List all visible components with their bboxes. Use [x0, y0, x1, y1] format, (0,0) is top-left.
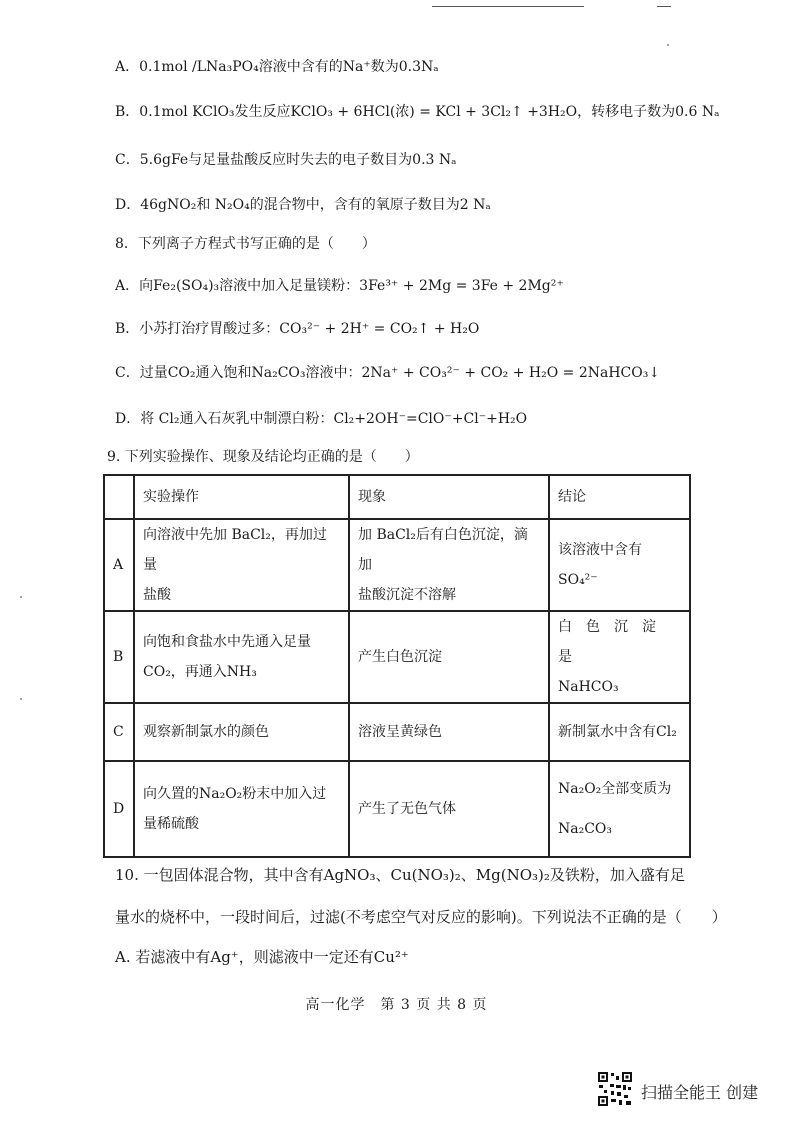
cell-text: 向溶液中先加 BaCl₂，再加过量	[143, 527, 327, 573]
cell-text: NaHCO₃	[558, 679, 619, 695]
q8-option-c: C．过量CO₂通入饱和Na₂CO₃溶液中：2Na⁺ + CO₃²⁻ + CO₂ + H₂O = 2NaHCO₃↓	[115, 365, 661, 381]
q10-stem-line1: 10. 一包固体混合物，其中含有AgNO₃、Cu(NO₃)₂、Mg(NO₃)₂及铁粉，加入盛有足	[115, 866, 685, 884]
table-row	[104, 761, 690, 857]
cell-text: 新制氯水中含有Cl₂	[558, 724, 677, 740]
q9-stem: 9. 下列实验操作、现象及结论均正确的是（ ）	[107, 449, 419, 465]
row-label: D	[104, 761, 134, 857]
conclusion-cell	[549, 761, 690, 857]
cell-text: 产生了无色气体	[358, 801, 456, 817]
phenomenon-cell	[349, 761, 549, 857]
cell-text: 量稀硫酸	[143, 816, 199, 832]
table-row	[104, 611, 690, 703]
operation-cell	[134, 761, 349, 857]
scan-speck	[20, 698, 22, 700]
q8-option-a: A．向Fe₂(SO₄)₃溶液中加入足量镁粉：3Fe³⁺ + 2Mg = 3Fe + 2Mg²⁺	[115, 278, 564, 294]
q10-stem-line2: 量水的烧杯中，一段时间后，过滤(不考虑空气对反应的影响)。下列说法不正确的是（ ）	[115, 908, 727, 926]
cell-text: 白 色 沉 淀 是	[558, 619, 670, 665]
cell-text: 溶液呈黄绿色	[358, 724, 442, 740]
row-label: A	[104, 519, 134, 611]
experiment-table	[103, 474, 691, 858]
cell-text: 向久置的Na₂O₂粉末中加入过	[143, 786, 327, 802]
cell-text: 向饱和食盐水中先通入足量	[143, 634, 311, 650]
cell-text: 盐酸沉淀不溶解	[358, 587, 456, 603]
q7-option-c: C．5.6gFe与足量盐酸反应时失去的电子数目为0.3 Nₐ	[115, 152, 457, 168]
scan-speck	[667, 44, 669, 46]
cell-text: Na₂O₂全部变质为	[558, 781, 672, 797]
table-header-cell	[104, 475, 134, 519]
table-row	[104, 703, 690, 761]
table-row	[104, 519, 690, 611]
conclusion-cell	[549, 519, 690, 611]
qr-code-icon	[597, 1071, 633, 1107]
table-header-row	[104, 475, 690, 519]
table-header-cell: 实验操作	[134, 475, 349, 519]
cell-text: 该溶液中含有SO₄²⁻	[558, 542, 642, 588]
scan-speck	[20, 596, 22, 598]
q7-option-b: B．0.1mol KClO₃发生反应KClO₃ + 6HCl(浓) = KCl + 3Cl₂↑ +3H₂O，转移电子数为0.6 Nₐ	[115, 104, 720, 120]
row-label: C	[104, 703, 134, 761]
phenomenon-cell	[349, 611, 549, 703]
operation-cell	[134, 611, 349, 703]
table-header-cell: 结论	[549, 475, 690, 519]
cell-text: Na₂CO₃	[558, 821, 613, 837]
top-edge-line	[432, 6, 584, 7]
q10-option-a: A. 若滤液中有Ag⁺，则滤液中一定还有Cu²⁺	[115, 948, 409, 966]
phenomenon-cell	[349, 519, 549, 611]
q7-option-a: A．0.1mol /LNa₃PO₄溶液中含有的Na⁺数为0.3Nₐ	[115, 59, 439, 75]
conclusion-cell	[549, 611, 690, 703]
cell-text: 观察新制氯水的颜色	[143, 724, 269, 740]
row-label: B	[104, 611, 134, 703]
cell-text: 盐酸	[143, 587, 171, 603]
q8-stem: 8．下列离子方程式书写正确的是（ ）	[115, 236, 376, 252]
page-footer: 高一化学 第 3 页 共 8 页	[305, 997, 488, 1013]
top-edge-mark	[657, 6, 671, 7]
operation-cell	[134, 703, 349, 761]
cell-text: 产生白色沉淀	[358, 649, 442, 665]
scanner-brand-text: 扫描全能王 创建	[641, 1083, 759, 1102]
q8-option-b: B．小苏打治疗胃酸过多：CO₃²⁻ + 2H⁺ = CO₂↑ + H₂O	[115, 321, 480, 337]
table-header-cell: 现象	[349, 475, 549, 519]
q7-option-d: D．46gNO₂和 N₂O₄的混合物中，含有的氧原子数目为2 Nₐ	[115, 197, 491, 213]
operation-cell	[134, 519, 349, 611]
phenomenon-cell	[349, 703, 549, 761]
conclusion-cell	[549, 703, 690, 761]
cell-text: CO₂，再通入NH₃	[143, 664, 257, 680]
cell-text: 加 BaCl₂后有白色沉淀，滴加	[358, 527, 528, 573]
q8-option-d: D．将 Cl₂通入石灰乳中制漂白粉：Cl₂+2OH⁻=ClO⁻+Cl⁻+H₂O	[115, 411, 528, 427]
